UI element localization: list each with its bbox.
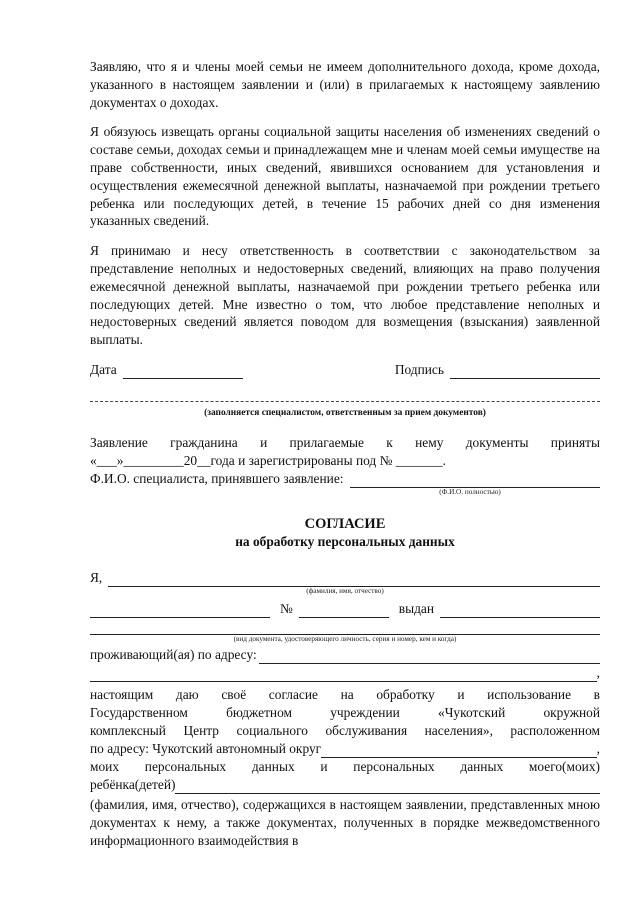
specialist-fio-field[interactable] xyxy=(350,474,601,488)
consent-line-1: настоящим даю своё согласие на обработку и использование в xyxy=(90,686,600,702)
consent-tail-paragraph: (фамилия, имя, отчество), содержащихся в настоящем заявлении, представленных мною документах к нему, а также документах, полученных в порядке межведомственного информационного взаимодействия в xyxy=(90,796,600,848)
issued-by-field[interactable] xyxy=(440,604,600,618)
consent-line-5: моих персональных данных и персональных данных моего(моих) xyxy=(90,758,600,774)
address-row-2 xyxy=(90,664,600,682)
doc-type-field[interactable] xyxy=(90,604,270,618)
signature-label: Подпись xyxy=(394,361,444,377)
consent-line-4-row xyxy=(90,740,600,758)
date-field[interactable] xyxy=(123,365,243,379)
address-field-2[interactable] xyxy=(90,668,597,682)
date-label: Дата xyxy=(90,361,117,377)
number-label: № xyxy=(280,600,293,616)
consent-line-4: по адресу: Чукотский автономный округ xyxy=(90,740,322,756)
consent-doc-hint: (вид документа, удостоверяющего личность, серия и номер, кем и когда) xyxy=(233,634,457,643)
specialist-note: (заполняется специалистом, ответственным за прием документов) xyxy=(204,407,486,418)
consent-line-2: Государственном бюджетном учреждении «Чукотский окружной xyxy=(90,704,600,720)
consent-subtitle: на обработку персональных данных xyxy=(235,533,455,549)
consent-name-row xyxy=(90,569,600,587)
consent-line-3: комплексный Центр социального обслуживания населения», расположенном xyxy=(90,722,600,738)
paragraph-obligation: Я обязуюсь извещать органы социальной защиты населения об изменениях сведений о составе семьи, доходах семьи и принадлежащем мне и членам моей семьи имуществе на праве собственности, иных сведений, явившихся основанием для установления и осуществления ежемесячной денежной выплаты, назначаемой при рождении третьего ребенка или последующих детей, в течение 15 рабочих дней со дня изменения указанных сведений. xyxy=(90,124,600,229)
address-comma: , xyxy=(596,664,600,680)
address-row xyxy=(90,646,600,664)
consent-line-6: ребёнка(детей) xyxy=(90,776,176,792)
paragraph-income: Заявляю, что я и члены моей семьи не имеем дополнительного дохода, кроме дохода, указанного в настоящем заявлении и (или) в прилагаемых к настоящему заявлению документах о доходах. xyxy=(90,59,600,110)
specialist-fio-label: Ф.И.О. специалиста, принявшего заявление: xyxy=(90,470,344,486)
issued-label: выдан xyxy=(398,600,435,616)
address-label: проживающий(ая) по адресу: xyxy=(90,646,257,662)
consent-line-6-row xyxy=(90,776,600,794)
address-field[interactable] xyxy=(259,650,600,664)
consent-fio-hint: (фамилия, имя, отчество) xyxy=(306,586,384,595)
accepted-line-1: Заявление гражданина и прилагаемые к нему документы приняты xyxy=(90,434,600,450)
paragraph-responsibility: Я принимаю и несу ответственность в соответствии с законодательством за представление неполных и недостоверных сведений, влияющих на право получения ежемесячной денежной выплаты, назначаемой при рождении третьего ребенка или последующих детей. Мне известно о том, что любое представление неполных и недостоверных сведений является поводом для возмещения (взыскания) заявленной выплаты. xyxy=(90,243,600,348)
date-signature-row xyxy=(90,361,600,379)
district-comma: , xyxy=(596,740,600,756)
consent-fio-field[interactable] xyxy=(108,573,600,587)
ya-label: Я, xyxy=(90,569,103,585)
signature-field[interactable] xyxy=(450,365,600,379)
accepted-line-2: «___»_________20__года и зарегистрированы под № _______. xyxy=(90,452,446,468)
doc-extra-line[interactable] xyxy=(90,618,600,635)
doc-number-field[interactable] xyxy=(299,604,389,618)
district-field[interactable] xyxy=(321,744,596,758)
cut-line xyxy=(90,401,600,402)
children-field[interactable] xyxy=(175,780,600,794)
consent-title: СОГЛАСИЕ xyxy=(304,515,386,532)
specialist-fio-hint: (Ф.И.О. полностью) xyxy=(439,487,501,496)
specialist-fio-row xyxy=(90,470,600,488)
consent-doc-row xyxy=(90,600,600,618)
document-page xyxy=(90,58,600,861)
